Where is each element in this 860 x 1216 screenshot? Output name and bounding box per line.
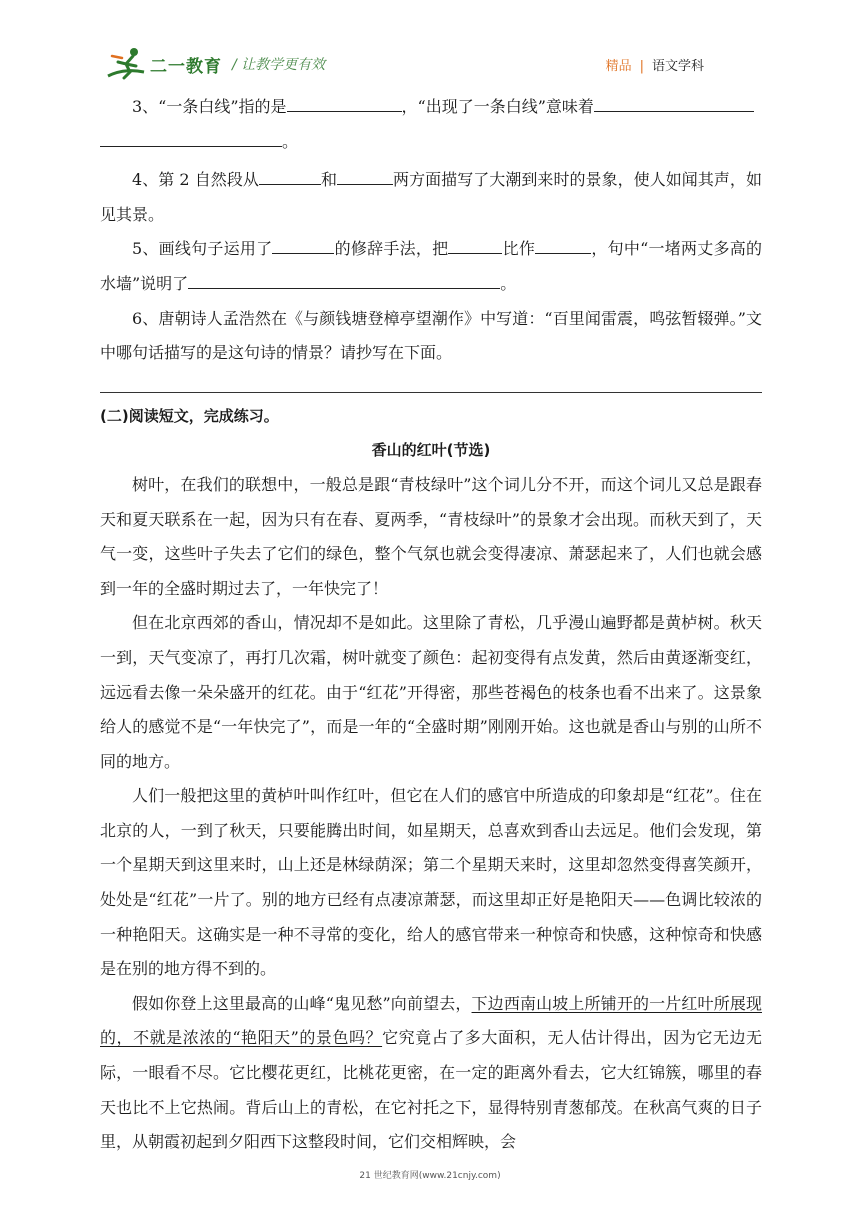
article-title: 香山的红叶(节选) [371,441,491,460]
page-footer: 21 世纪教育网(www.21cnjy.com) [359,1171,501,1181]
logo-text: 二一教育 [150,57,222,77]
q4-text-a: 4、第 2 自然段从 [132,170,259,190]
document-body [100,90,762,1160]
section-divider [100,392,762,393]
underlined-sentence: 下边西南山坡上所铺开的一片红叶所展现的，不就是浓浓的“艳阳天”的景色吗？ [100,993,762,1048]
answer-blank[interactable] [535,233,591,254]
question-3-cont [100,125,762,160]
q4-text-b: 和 [320,170,338,190]
q5-text-c: 比作 [502,239,536,259]
question-3 [100,90,762,125]
question-5 [100,232,762,301]
p4-text-a: 假如你登上这里最高的山峰“鬼见愁”向前望去， [132,993,472,1013]
p4-text-b: 它究竟占了多大面积，无人估计得出，因为它无边无际，一眼看不尽。它比樱花更红，比桃花更密，在一定的距离外看去，它大红锦簇，哪里的春天也比不上它热闹。背后山上的青松，在它衬托之下，显得特别青葱郁茂。在秋高气爽的日子里，从朝霞初起到夕阳西下这整段时间，它们交相辉映，会 [100,1028,762,1152]
article-paragraph-4 [100,987,762,1160]
header-separator: | [639,59,644,74]
q5-text-d: ，句中“一堵两丈多高的水墙”说明了 [100,239,762,293]
article-paragraph-1: 树叶，在我们的联想中，一般总是跟“青枝绿叶”这个词儿分不开，而这个词儿又总是跟春天和夏天联系在一起，因为只有在春、夏两季，“青枝绿叶”的景象才会出现。而秋天到了，天气一变，这些叶子失去了它们的绿色，整个气氛也就会变得凄凉、萧瑟起来了，人们也就会感到一年的全盛时期过去了，一年快完了！ [100,474,762,598]
q5-text-a: 5、画线句子运用了 [132,239,273,259]
answer-blank[interactable] [448,233,502,254]
answer-blank[interactable] [287,91,402,112]
header-right [606,55,704,74]
page-header [0,0,860,90]
q3-text-c: 。 [282,131,299,151]
answer-blank[interactable] [337,164,393,185]
article-paragraph-3: 人们一般把这里的黄栌叶叫作红叶，但它在人们的感官中所造成的印象却是“红花”。住在北京的人，一到了秋天，只要能腾出时间，如星期天，总喜欢到香山去远足。他们会发现，第一个星期天到这里来时，山上还是林绿荫深；第二个星期天来时，这里却忽然变得喜笑颜开，处处是“红花”一片了。别的地方已经有点凄凉萧瑟，而这里却正好是艳阳天——色调比较浓的一种艳阳天。这确实是一种不寻常的变化，给人的感官带来一种惊奇和快感，这种惊奇和快感是在别的地方得不到的。 [100,786,762,979]
answer-blank[interactable] [259,164,321,185]
q5-text-b: 的修辞手法，把 [334,239,449,259]
q5-text-e: 。 [500,273,517,293]
q4-text-c: 两方面描写了大潮到来时的景象，使人如闻其声，如见其景。 [100,170,762,224]
runner-logo-icon [104,46,148,82]
question-4 [100,163,762,232]
q3-text-b: ，“出现了一条白线”意味着 [401,97,594,116]
quality-label: 精品 [605,59,632,74]
answer-blank[interactable] [100,126,282,147]
answer-blank[interactable] [272,233,334,254]
article-paragraph-2: 但在北京西郊的香山，情况却不是如此。这里除了青松，几乎漫山遍野都是黄栌树。秋天一到，天气变凉了，再打几次霜，树叶就变了颜色：起初变得有点发黄，然后由黄逐渐变红，远远看去像一朵朵盛开的红花。由于“红花”开得密，那些苍褐色的枝条也看不出来了。这景象给人的感觉不是“一年快完了”，而是一年的“全盛时期”刚刚开始。这也就是香山与别的山所不同的地方。 [100,613,762,771]
answer-blank[interactable] [594,91,754,112]
subject-label: 语文学科 [651,59,704,74]
slogan: / 让教学更有效 [232,57,326,73]
question-6: 6、唐朝诗人孟浩然在《与颜钱塘登樟亭望潮作》中写道：“百里闻雷震，鸣弦暂辍弹。”文中哪句话描写的是这句诗的情景？请抄写在下面。 [100,308,762,363]
q3-text-a: 3、“一条白线”指的是 [132,97,287,116]
section-title: (二)阅读短文，完成练习。 [100,406,279,425]
answer-blank[interactable] [188,268,500,289]
